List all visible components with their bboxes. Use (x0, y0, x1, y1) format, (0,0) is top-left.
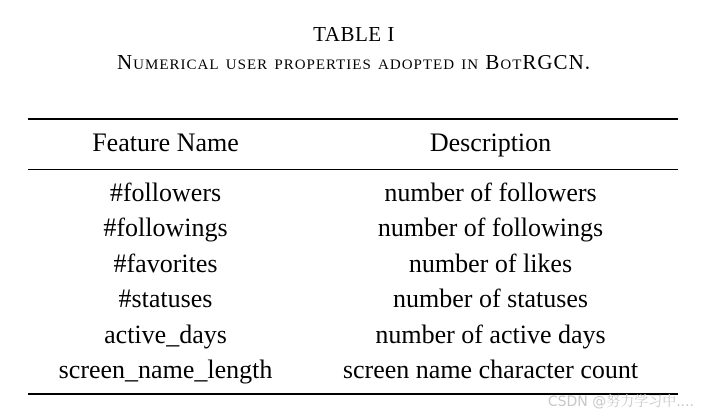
table-row-feature: #favorites (113, 249, 218, 278)
table-row-description: number of active days (375, 320, 606, 349)
table-row-description: screen name character count (342, 355, 639, 384)
table-label: TABLE I (313, 22, 395, 46)
table-top-rule (28, 118, 678, 120)
table-row-feature: screen_name_length (58, 355, 273, 384)
table-row-feature: active_days (104, 320, 227, 349)
table-row-feature: #statuses (118, 284, 213, 313)
table-row-feature: #followings (103, 213, 228, 242)
header-feature-name: Feature Name (92, 128, 239, 157)
table-row-description: number of statuses (393, 284, 588, 313)
table-header-rule (28, 169, 678, 170)
table-row-description: number of followers (384, 178, 597, 207)
table-caption: Numerical user properties adopted in BotRGCN. (117, 50, 591, 74)
table-row-feature: #followers (109, 178, 222, 207)
table-row-description: number of followings (377, 213, 604, 242)
header-description: Description (429, 128, 552, 157)
table-row-description: number of likes (408, 249, 573, 278)
watermark: CSDN @努力学习中.... (547, 394, 694, 410)
